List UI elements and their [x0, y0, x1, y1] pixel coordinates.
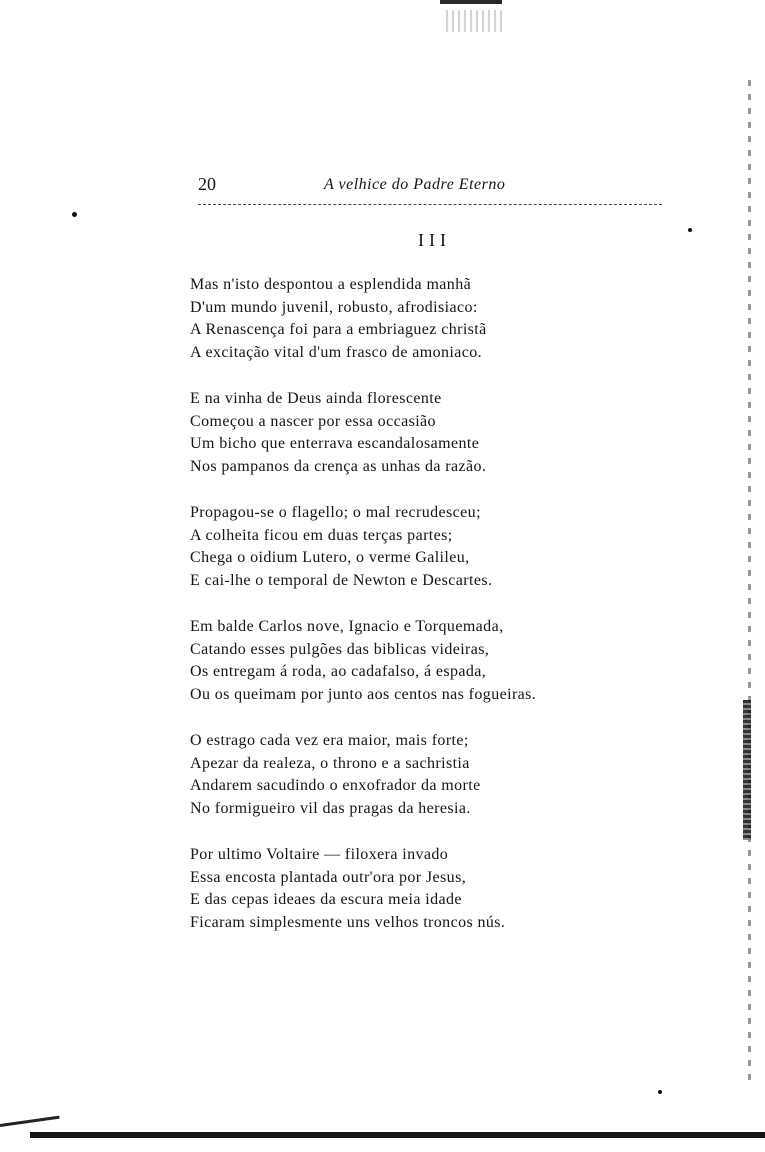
stanza — [190, 388, 660, 478]
scan-speck — [658, 1090, 662, 1094]
verse-line: Começou a nascer por essa occasião — [190, 412, 436, 430]
stanza — [190, 502, 660, 592]
verse-line: Andarem sacudindo o enxofrador da morte — [190, 777, 481, 794]
scan-speck — [688, 228, 692, 232]
verse-line: Catando esses pulgões das biblicas videiras, — [190, 640, 490, 658]
stanza — [190, 844, 660, 934]
verse-line: Ou os queimam por junto aos centos nas fogueiras. — [190, 685, 537, 703]
verse-line: Nos pampanos da crença as unhas da razão. — [190, 457, 487, 475]
header-rule — [198, 204, 662, 205]
verse-line: E das cepas ideaes da escura meia idade — [190, 891, 462, 908]
stanza — [190, 616, 660, 706]
verse-line: A excitação vital d'um frasco de amoniaco. — [190, 343, 483, 361]
page-edge-shadow — [743, 700, 751, 840]
verse-line: Chega o oidium Lutero, o verme Galileu, — [190, 549, 470, 566]
verse-line: Propagou-se o flagello; o mal recrudesceu; — [190, 504, 481, 521]
verse-line: Um bicho que enterrava escandalosamente — [190, 435, 480, 452]
scan-speck — [72, 212, 77, 217]
verse-line: Ficaram simplesmente uns velhos troncos nús. — [190, 913, 506, 931]
scan-smudge — [446, 10, 502, 32]
verse-line: Por ultimo Voltaire — filoxera invado — [190, 846, 449, 863]
verse-line: Apezar da realeza, o throno e a sachristia — [190, 754, 470, 772]
verse-line: Em balde Carlos nove, Ignacio e Torquemada, — [190, 618, 504, 635]
verse-line: No formigueiro vil das pragas da heresia. — [190, 799, 471, 817]
page-edge-shadow — [0, 1116, 60, 1127]
page-header — [198, 170, 662, 200]
verse-line: E na vinha de Deus ainda florescente — [190, 390, 442, 407]
section-title: III — [418, 230, 451, 250]
verse-line: D'um mundo juvenil, robusto, afrodisiaco: — [190, 298, 478, 316]
page-number: 20 — [198, 174, 216, 194]
verse-line: Os entregam á roda, ao cadafalso, á espada, — [190, 663, 487, 680]
page-edge-shadow — [748, 80, 751, 1080]
verse-line: A colheita ficou em duas terças partes; — [190, 526, 453, 544]
verse-line: Mas n'isto despontou a esplendida manhã — [190, 276, 472, 293]
verse-line: E cai-lhe o temporal de Newton e Descartes. — [190, 571, 493, 589]
verse-line: O estrago cada vez era maior, mais forte; — [190, 732, 469, 749]
scan-smudge — [440, 0, 502, 4]
verse-line: Essa encosta plantada outr'ora por Jesus, — [190, 868, 467, 886]
stanza — [190, 274, 660, 364]
running-title: A velhice do Padre Eterno — [324, 176, 506, 193]
verse-line: A Renascença foi para a embriaguez christã — [190, 321, 487, 338]
page-edge-shadow — [30, 1132, 765, 1138]
poem-body — [190, 274, 660, 958]
stanza — [190, 730, 660, 820]
